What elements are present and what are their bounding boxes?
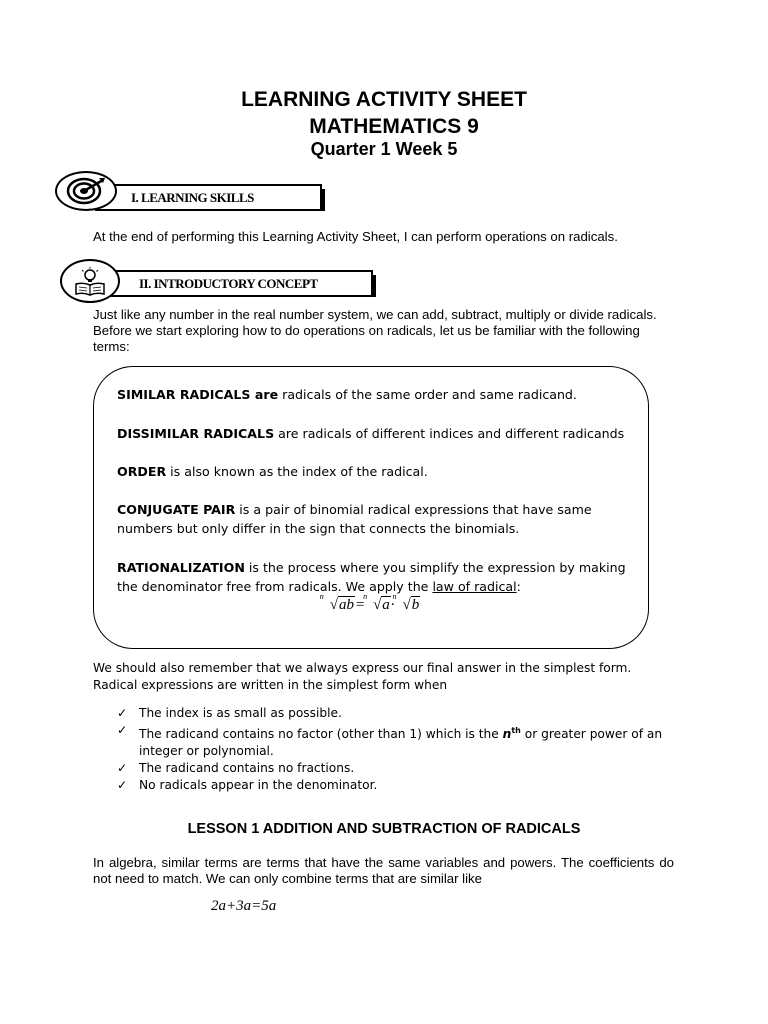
def-text: is also known as the index of the radical.	[166, 464, 428, 479]
def-rationalization	[117, 558, 627, 596]
target-icon	[55, 171, 117, 211]
def-dissimilar-radicals	[117, 424, 627, 443]
radical-index: n	[363, 592, 368, 601]
list-item	[117, 777, 677, 794]
radical-index: n	[319, 592, 324, 601]
multiply-dot: ·	[390, 597, 395, 613]
list-item	[117, 705, 677, 722]
simplest-form-list	[117, 705, 677, 794]
lightbulb-book-icon	[60, 259, 120, 303]
radicand: ab	[338, 597, 354, 613]
nth-sup: th	[511, 726, 521, 735]
check-icon: ✓	[117, 778, 128, 793]
term-similar-radicals: SIMILAR RADICALS are	[117, 387, 279, 402]
example-equation: 2a+3a=5a	[211, 898, 277, 914]
law-of-radical-formula	[94, 592, 648, 614]
radicand: a	[382, 597, 390, 613]
term-rationalization: RATIONALIZATION	[117, 560, 245, 575]
radical-ab: n √ab	[319, 592, 354, 613]
list-item-text: The radicand contains no fractions.	[139, 761, 355, 776]
radical-index: n	[392, 592, 397, 601]
list-item-text: or greater power of an integer or polynomial.	[139, 727, 663, 759]
introductory-text: Just like any number in the real number system, we can add, subtract, multiply or divide radicals. Before we start exploring how to do operations on radicals, let us be familiar with the following terms:	[93, 307, 657, 354]
section-introductory-concept	[103, 270, 373, 297]
sheet-title: LEARNING ACTIVITY SHEET	[241, 88, 527, 111]
simplest-form-text: We should also remember that we always express our final answer in the simplest form. Radical expressions are written in the simplest form when	[93, 661, 632, 692]
lesson-title: LESSON 1 ADDITION AND SUBTRACTION OF RADICALS	[187, 821, 581, 837]
radicand: b	[411, 597, 420, 613]
list-item-text: The radicand contains no factor (other than 1) which is the	[139, 727, 503, 742]
term-dissimilar-radicals: DISSIMILAR RADICALS	[117, 426, 275, 441]
check-icon: ✓	[117, 761, 128, 776]
radical-a: n √a	[363, 592, 390, 613]
law-of-radical-link: law of radical	[432, 579, 517, 594]
def-text: are radicals of different indices and different radicands	[274, 426, 625, 441]
def-text: is a pair of binomial radical expressions that have same numbers but only differ in the sign that connects the binomials.	[117, 502, 592, 536]
radical-b: n √b	[392, 592, 420, 613]
list-item	[117, 722, 677, 760]
def-similar-radicals	[117, 385, 627, 404]
lesson-text: In algebra, similar terms are terms that have the same variables and powers. The coefficients do not need to match. We can only combine terms that are similar like	[93, 855, 674, 886]
section-learning-skills	[95, 184, 322, 211]
list-item-text: No radicals appear in the denominator.	[139, 778, 378, 793]
list-item-text: The index is as small as possible.	[139, 706, 342, 720]
equals-sign: =	[354, 597, 366, 613]
quarter-week-title: Quarter 1 Week 5	[310, 139, 458, 159]
list-item	[117, 760, 677, 777]
def-order	[117, 462, 627, 481]
definitions-box	[93, 366, 649, 649]
term-conjugate-pair: CONJUGATE PAIR	[117, 502, 236, 517]
colon: :	[516, 579, 521, 594]
subject-title: MATHEMATICS 9	[309, 115, 479, 138]
nth-n: n	[502, 727, 512, 742]
term-order: ORDER	[117, 464, 167, 479]
section-label: II. INTRODUCTORY CONCEPT	[139, 275, 318, 291]
section-label: I. LEARNING SKILLS	[131, 189, 254, 205]
def-conjugate-pair	[117, 500, 627, 538]
def-text: radicals of the same order and same radicand.	[278, 387, 577, 402]
def-text: is the process where you simplify the expression by making the denominator free from radicals. We apply the	[117, 560, 626, 594]
learning-skills-text: At the end of performing this Learning Activity Sheet, I can perform operations on radicals.	[93, 229, 618, 244]
check-icon: ✓	[117, 706, 128, 720]
check-icon: ✓	[117, 723, 128, 737]
